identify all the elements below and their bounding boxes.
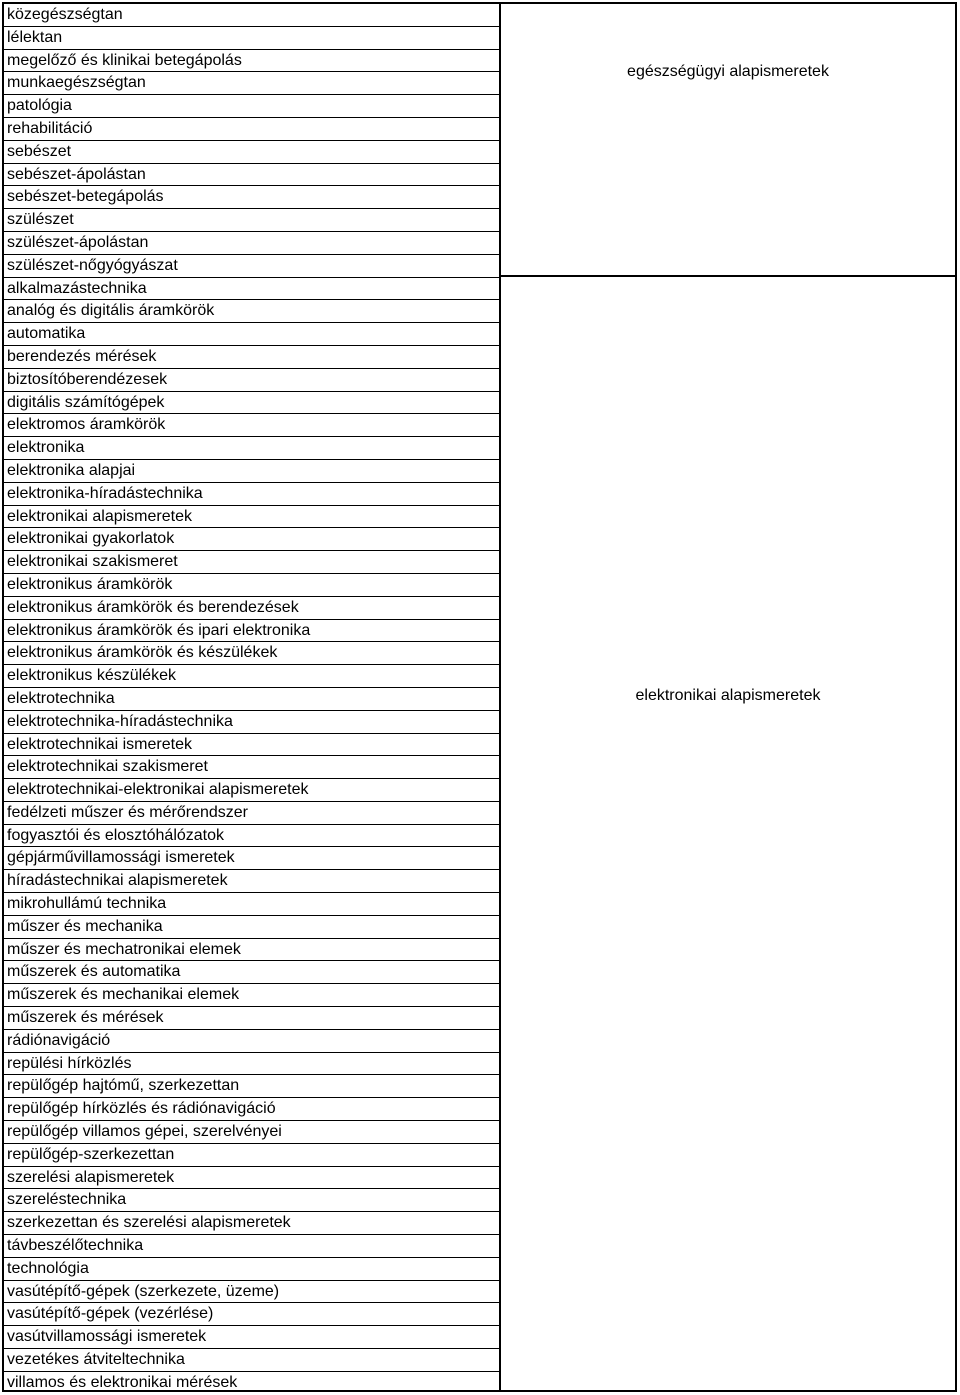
subject-row: műszerek és mérések — [4, 1007, 499, 1030]
subject-row: elektronikus készülékek — [4, 665, 499, 688]
subject-row: vasútépítő-gépek (vezérlése) — [4, 1303, 499, 1326]
subject-row: technológia — [4, 1258, 499, 1281]
subject-row: szerkezettan és szerelési alapismeretek — [4, 1212, 499, 1235]
subject-row: szülészet-nőgyógyászat — [4, 255, 499, 278]
subject-row: elektronikai szakismeret — [4, 551, 499, 574]
subject-row: automatika — [4, 323, 499, 346]
subject-row: sebészet-ápolástan — [4, 164, 499, 187]
subject-row: közegészségtan — [4, 4, 499, 27]
subject-row: szereléstechnika — [4, 1189, 499, 1212]
subject-row: szerelési alapismeretek — [4, 1167, 499, 1190]
subject-row: elektronikus áramkörök és készülékek — [4, 642, 499, 665]
subject-row: elektronikus áramkörök és berendezések — [4, 597, 499, 620]
subject-row: villamos és elektronikai mérések — [7, 1373, 238, 1391]
subject-row: lélektan — [4, 27, 499, 50]
subject-row: repülőgép villamos gépei, szerelvényei — [4, 1121, 499, 1144]
subject-row: analóg és digitális áramkörök — [4, 300, 499, 323]
subject-row: műszer és mechanika — [4, 916, 499, 939]
subject-table — [2, 2, 957, 1392]
subject-row: repülőgép-szerkezettan — [4, 1144, 499, 1167]
category-cell-health — [501, 4, 955, 277]
subject-row: elektrotechnikai ismeretek — [4, 734, 499, 757]
subject-row: elektrotechnika-híradástechnika — [4, 711, 499, 734]
subject-row: repülési hírközlés — [4, 1053, 499, 1076]
subject-row: gépjárművillamossági ismeretek — [4, 847, 499, 870]
subject-row: elektronikus áramkörök és ipari elektronika — [4, 620, 499, 643]
subject-row: digitális számítógépek — [4, 392, 499, 415]
subject-row: rehabilitáció — [4, 118, 499, 141]
subject-row: szülészet-ápolástan — [4, 232, 499, 255]
subject-row: biztosítóberendézesek — [4, 369, 499, 392]
subject-row: vasútvillamossági ismeretek — [4, 1326, 499, 1349]
subject-row: sebészet-betegápolás — [4, 186, 499, 209]
subject-row: távbeszélőtechnika — [4, 1235, 499, 1258]
category-cell-electronics — [501, 277, 955, 1390]
subject-row: elektromos áramkörök — [4, 414, 499, 437]
subject-row: rádiónavigáció — [4, 1030, 499, 1053]
subject-row: munkaegészségtan — [4, 72, 499, 95]
category-label: elektronikai alapismeretek — [635, 686, 821, 704]
subject-row: műszerek és mechanikai elemek — [4, 984, 499, 1007]
subject-row: szülészet — [4, 209, 499, 232]
subject-row: híradástechnikai alapismeretek — [4, 870, 499, 893]
subject-row: elektrotechnika — [4, 688, 499, 711]
subject-row: elektronikai alapismeretek — [4, 506, 499, 529]
subject-row: elektronikai gyakorlatok — [4, 528, 499, 551]
subject-row: berendezés mérések — [4, 346, 499, 369]
category-column — [501, 4, 955, 1390]
subject-row: műszer és mechatronikai elemek — [4, 939, 499, 962]
subject-row: repülőgép hajtómű, szerkezettan — [4, 1075, 499, 1098]
subject-row: vezetékes átviteltechnika — [4, 1349, 499, 1372]
subject-row: elektrotechnikai-elektronikai alapismeretek — [4, 779, 499, 802]
subject-row: elektronika-híradástechnika — [4, 483, 499, 506]
subject-row: patológia — [4, 95, 499, 118]
subject-row: repülőgép hírközlés és rádiónavigáció — [4, 1098, 499, 1121]
subject-row: megelőző és klinikai betegápolás — [4, 50, 499, 73]
subject-row: mikrohullámú technika — [4, 893, 499, 916]
subject-row: műszerek és automatika — [4, 961, 499, 984]
subject-row: alkalmazástechnika — [4, 278, 499, 301]
subject-row: sebészet — [4, 141, 499, 164]
subject-row: elektronika — [4, 437, 499, 460]
subject-row: elektronikus áramkörök — [4, 574, 499, 597]
subject-row: fedélzeti műszer és mérőrendszer — [4, 802, 499, 825]
subject-list — [4, 4, 501, 1390]
category-label: egészségügyi alapismeretek — [627, 62, 829, 80]
subject-row: vasútépítő-gépek (szerkezete, üzeme) — [4, 1281, 499, 1304]
subject-row: elektrotechnikai szakismeret — [4, 756, 499, 779]
subject-row: elektronika alapjai — [4, 460, 499, 483]
subject-row: fogyasztói és elosztóhálózatok — [4, 825, 499, 848]
